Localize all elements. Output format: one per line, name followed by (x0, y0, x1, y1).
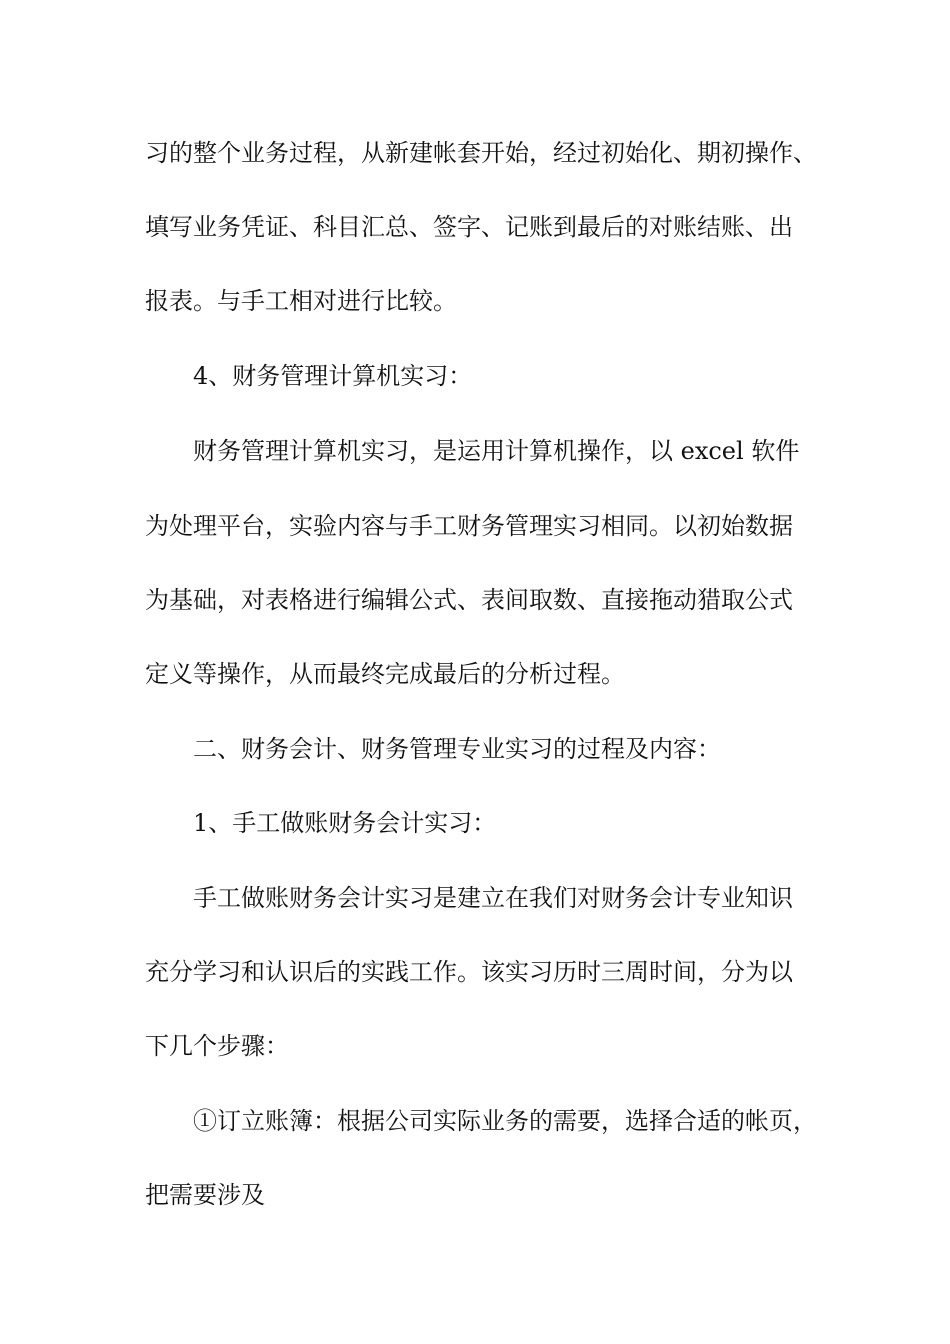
paragraph-line: 下几个步骤： (145, 1032, 289, 1060)
paragraph-line: 填写业务凭证、科目汇总、签字、记账到最后的对账结账、出 (145, 213, 793, 241)
paragraph-line: 为基础，对表格进行编辑公式、表间取数、直接拖动猎取公式 (145, 586, 793, 614)
section-heading: 1、手工做账财务会计实习： (193, 809, 497, 837)
paragraph-line: 财务管理计算机实习，是运用计算机操作，以 excel 软件 (193, 437, 800, 465)
paragraph-line: 把需要涉及 (145, 1181, 265, 1209)
paragraph-line: 定义等操作，从而最终完成最后的分析过程。 (145, 660, 625, 688)
section-heading: 二、财务会计、财务管理专业实习的过程及内容： (193, 735, 721, 763)
paragraph-line: 充分学习和认识后的实践工作。该实习历时三周时间，分为以 (145, 958, 793, 986)
section-heading: 4、财务管理计算机实习： (193, 362, 473, 390)
paragraph-line: 报表。与手工相对进行比较。 (145, 287, 457, 315)
paragraph-line: ①订立账簿：根据公司实际业务的需要，选择合适的帐页， (193, 1107, 817, 1135)
paragraph-line: 习的整个业务过程，从新建帐套开始，经过初始化、期初操作、 (145, 139, 817, 167)
paragraph-line: 为处理平台，实验内容与手工财务管理实习相同。以初始数据 (145, 512, 793, 540)
paragraph-line: 手工做账财务会计实习是建立在我们对财务会计专业知识 (193, 884, 793, 912)
